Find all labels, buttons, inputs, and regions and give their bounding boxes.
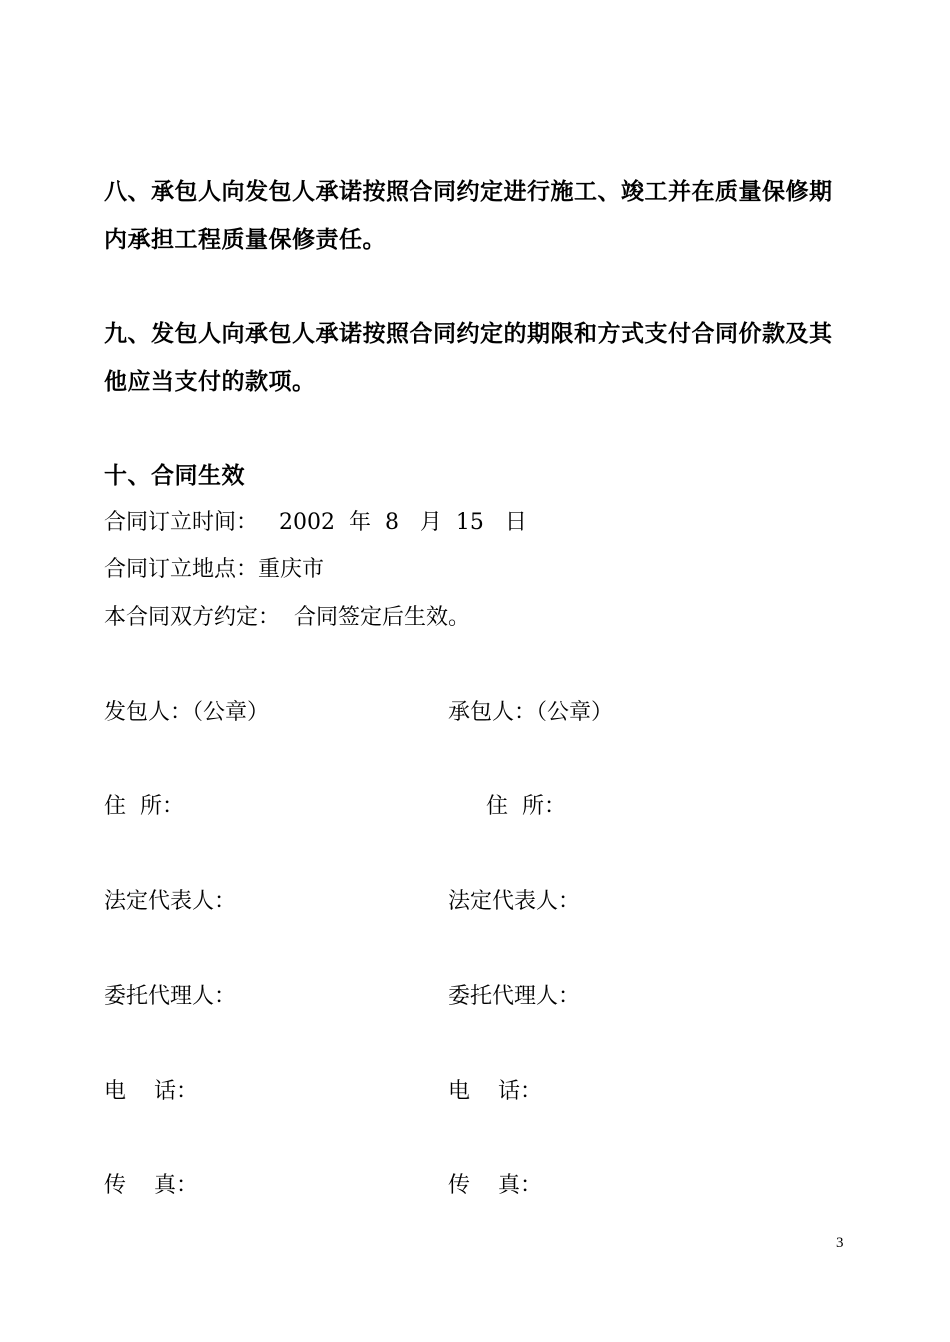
page-number: 3 [836, 1235, 844, 1251]
employer-legal-rep: 法定代表人： [104, 889, 237, 914]
contractor-address: 住 所： [486, 794, 566, 819]
contractor-seal: 承包人：（公章） [448, 700, 614, 725]
effectiveness-agreement: 本合同双方约定： 合同签定后生效。 [104, 605, 470, 630]
employer-seal: 发包人：（公章） [104, 700, 270, 725]
clause-ten-title: 十、合同生效 [104, 462, 245, 489]
employer-phone: 电 话： [104, 1079, 198, 1104]
clause-nine: 九、发包人向承包人承诺按照合同约定的期限和方式支付合同价款及其他应当支付的款项。 [104, 320, 833, 395]
contractor-legal-rep: 法定代表人： [448, 889, 581, 914]
signing-time: 合同订立时间： 2002 年 8 月 15 日 [104, 510, 527, 535]
clause-eight: 八、承包人向发包人承诺按照合同约定进行施工、竣工并在质量保修期内承担工程质量保修责任。 [104, 178, 833, 253]
contractor-agent: 委托代理人： [448, 984, 581, 1009]
employer-agent: 委托代理人： [104, 984, 237, 1009]
employer-fax: 传 真： [104, 1173, 198, 1198]
contractor-fax: 传 真： [448, 1173, 542, 1198]
employer-address: 住 所： [104, 794, 184, 819]
signing-place: 合同订立地点：重庆市 [104, 557, 325, 582]
contractor-phone: 电 话： [448, 1079, 542, 1104]
